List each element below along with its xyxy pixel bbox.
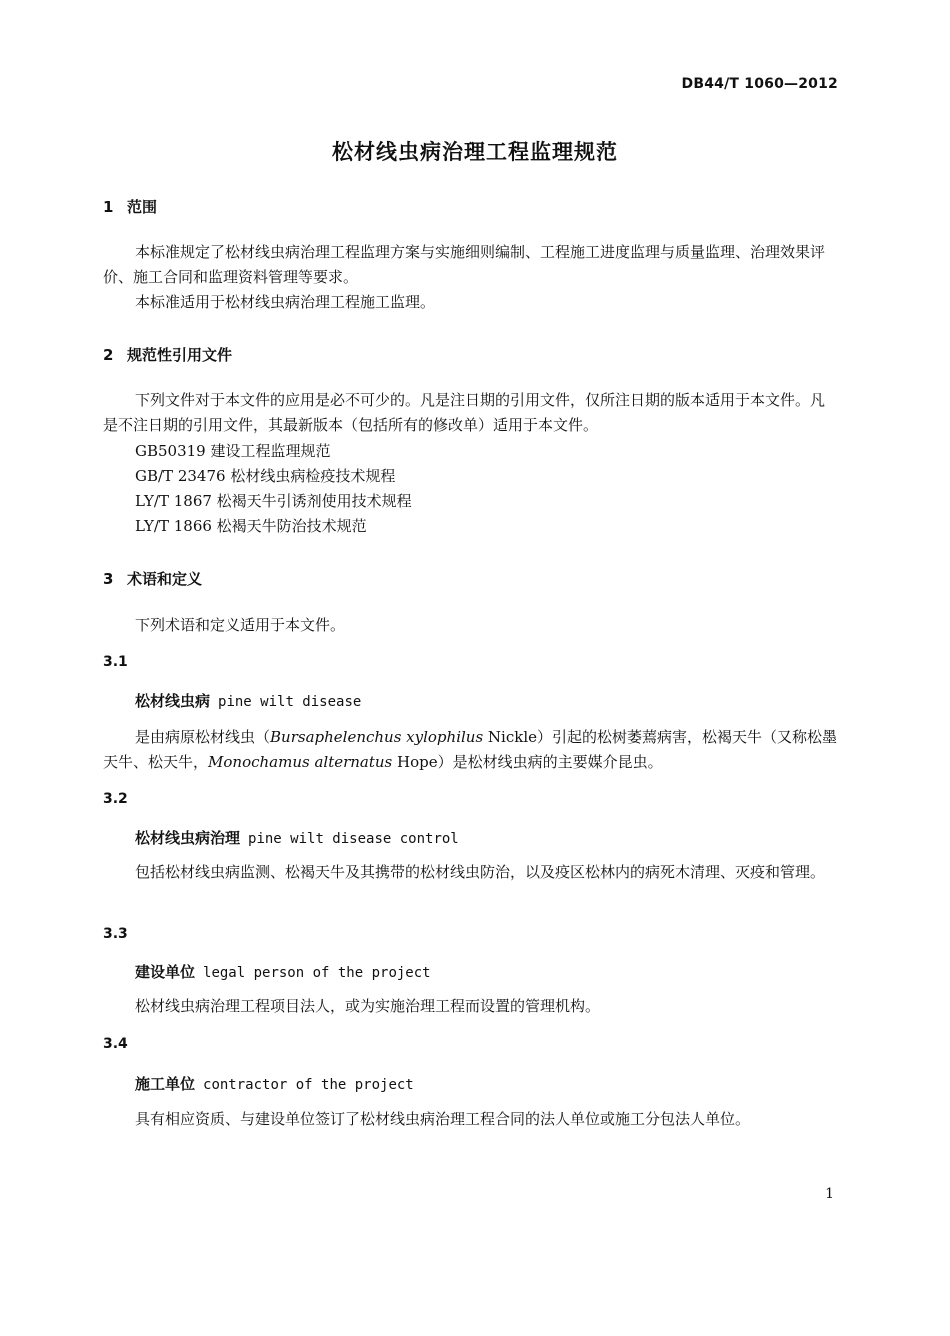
term-number: 3.2 [103,791,128,807]
term-chinese: 施工单位 [135,1075,196,1093]
term-english: legal person of the project [203,965,431,981]
section-3-intro: 下列术语和定义适用于本文件。 [135,616,346,634]
page-title: 松材线虫病治理工程监理规范 [332,140,618,164]
section-title: 术语和定义 [127,570,203,588]
term-heading [135,827,459,848]
section-number: 3 [103,570,114,588]
term-definition: 松材线虫病治理工程项目法人，或为实施治理工程而设置的管理机构。 [135,997,601,1015]
section-1-paragraph-1: 本标准规定了松材线虫病治理工程监理方案与实施细则编制、工程施工进度监理与质量监理、治理效果评价、施工合同和监理资料管理等要求。 [103,243,826,286]
section-title: 范围 [127,198,158,216]
species-name: Monochamus alternatus [208,753,393,771]
section-1-heading [103,196,157,217]
term-heading [135,690,361,711]
section-number: 2 [103,346,114,364]
reference-item: GB/T 23476 松材线虫病检疫技术规程 [135,467,396,485]
reference-item: LY/T 1867 松褐天牛引诱剂使用技术规程 [135,492,412,510]
page-number: 1 [825,1186,834,1202]
reference-item: LY/T 1866 松褐天牛防治技术规范 [135,517,367,535]
term-definition: 具有相应资质、与建设单位签订了松材线虫病治理工程合同的法人单位或施工分包法人单位。 [135,1110,751,1128]
section-2-heading [103,344,232,365]
term-number: 3.4 [103,1036,128,1052]
section-1-paragraph-2: 本标准适用于松材线虫病治理工程施工监理。 [135,293,436,311]
section-3-heading [103,568,202,589]
term-chinese: 松材线虫病治理 [135,829,241,847]
definition-text: 是由病原松材线虫（ [135,728,271,746]
definition-text: Nickle）引起的松树萎蔫病害，松褐天牛（又称松墨天牛、松天牛， [103,728,838,771]
term-heading [135,1073,414,1094]
term-definition [103,725,838,775]
term-english: pine wilt disease [218,694,362,710]
term-heading [135,961,431,982]
reference-item: GB50319 建设工程监理规范 [135,442,331,460]
term-chinese: 松材线虫病 [135,692,211,710]
species-name: Bursaphelenchus xylophilus [270,728,484,746]
section-number: 1 [103,198,114,216]
term-english: pine wilt disease control [248,831,459,847]
section-title: 规范性引用文件 [127,346,233,364]
term-number: 3.3 [103,926,128,942]
section-2-intro: 下列文件对于本文件的应用是必不可少的。凡是注日期的引用文件，仅所注日期的版本适用于本文件。凡是不注日期的引用文件，其最新版本（包括所有的修改单）适用于本文件。 [103,391,826,434]
term-definition: 包括松材线虫病监测、松褐天牛及其携带的松材线虫防治，以及疫区松林内的病死木清理、灭疫和管理。 [135,863,826,881]
document-code: DB44/T 1060—2012 [681,76,838,92]
term-number: 3.1 [103,654,128,670]
term-chinese: 建设单位 [135,963,196,981]
definition-text: Hope）是松材线虫病的主要媒介昆虫。 [392,753,663,771]
term-english: contractor of the project [203,1077,414,1093]
